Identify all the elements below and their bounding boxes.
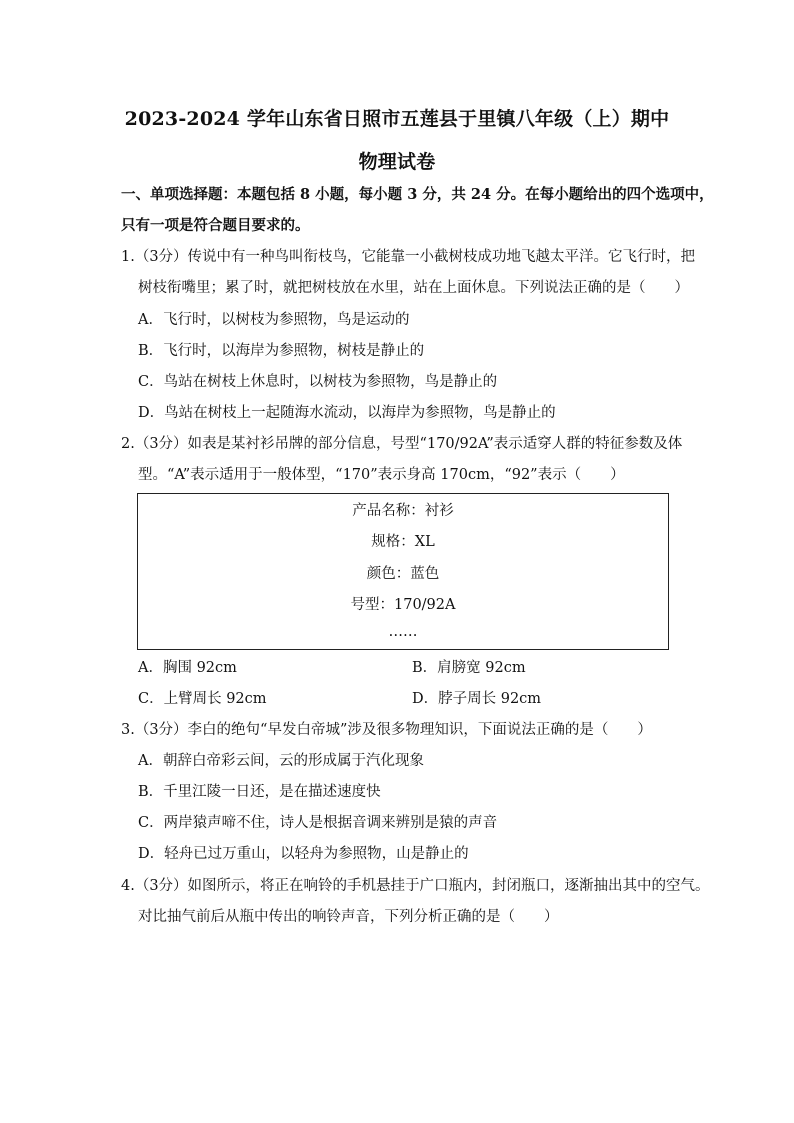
section-heading-cont: 只有一项是符合题目要求的。 — [121, 217, 310, 234]
q2-option-d: D．脖子周长 92cm — [412, 691, 542, 707]
q1-option-a: A．飞行时，以树枝为参照物，鸟是运动的 — [138, 312, 410, 328]
q1-stem: 1.（3分）传说中有一种鸟叫衔枝鸟，它能靠一小截树枝成功地飞越太平洋。它飞行时，把 — [121, 249, 696, 265]
section-heading: 一、单项选择题：本题包括 8 小题，每小题 3 分，共 24 分。在每小题给出的四个选项中， — [121, 186, 714, 203]
q3-option-d: D．轻舟已过万重山，以轻舟为参照物，山是静止的 — [138, 846, 469, 862]
q2-stem-cont: 型。“A”表示适用于一般体型，“170”表示身高 170cm，“92”表示（ ） — [138, 467, 625, 483]
q3-stem: 3.（3分）李白的绝句“早发白帝城”涉及很多物理知识，下面说法正确的是（ ） — [121, 722, 652, 738]
q2-option-b: B．肩膀宽 92cm — [412, 660, 526, 676]
q1-option-d: D．鸟站在树枝上一起随海水流动，以海岸为参照物，鸟是静止的 — [138, 405, 556, 421]
tag-product-name: 产品名称：衬衫 — [352, 503, 454, 519]
tag-size-code: 号型：170/92A — [350, 597, 456, 613]
q3-option-b: B．千里江陵一日还，是在描述速度快 — [138, 784, 381, 800]
q4-stem: 4.（3分）如图所示，将正在响铃的手机悬挂于广口瓶内，封闭瓶口，逐渐抽出其中的空气。 — [121, 878, 710, 894]
q2-stem: 2.（3分）如表是某衬衫吊牌的部分信息，号型“170/92A”表示适穿人群的特征参数及体 — [121, 436, 683, 452]
exam-title-line1: 2023-2024 学年山东省日照市五莲县于里镇八年级（上）期中 — [124, 108, 670, 130]
q1-option-c: C．鸟站在树枝上休息时，以树枝为参照物，鸟是静止的 — [138, 374, 498, 390]
q2-option-a: A．胸围 92cm — [138, 660, 237, 676]
tag-ellipsis: …… — [388, 624, 418, 640]
q3-option-a: A．朝辞白帝彩云间，云的形成属于汽化现象 — [138, 753, 424, 769]
tag-spec: 规格：XL — [371, 534, 435, 550]
q1-stem-cont: 树枝衔嘴里；累了时，就把树枝放在水里，站在上面休息。下列说法正确的是（ ） — [138, 280, 689, 296]
q1-option-b: B．飞行时，以海岸为参照物，树枝是静止的 — [138, 343, 425, 359]
q3-option-c: C．两岸猿声啼不住，诗人是根据音调来辨别是猿的声音 — [138, 815, 498, 831]
tag-color: 颜色：蓝色 — [366, 566, 440, 582]
exam-title-line2: 物理试卷 — [358, 151, 436, 173]
garment-tag-table — [137, 493, 669, 650]
q4-stem-cont: 对比抽气前后从瓶中传出的响铃声音，下列分析正确的是（ ） — [138, 909, 559, 925]
q2-option-c: C．上臂周长 92cm — [138, 691, 267, 707]
